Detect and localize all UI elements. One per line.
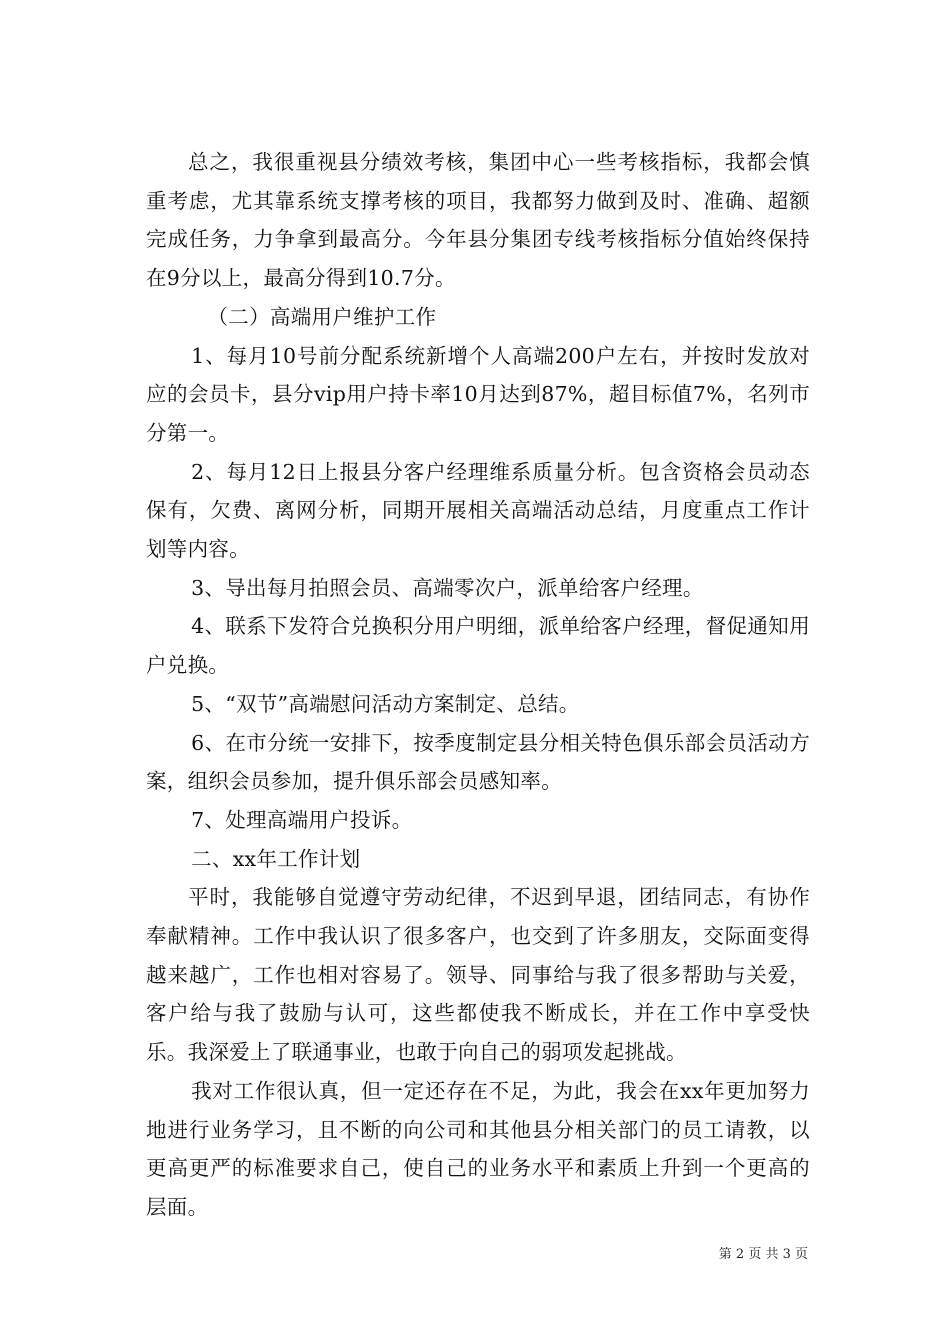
list-item: 1、每月10号前分配系统新增个人高端200户左右，并按时发放对应的会员卡，县分vip用户持卡率10月达到87%，超目标值7%，名列市分第一。 [146, 343, 810, 445]
section-heading-work-plan: 二、xx年工作计划 [191, 846, 361, 871]
list-item: 4、联系下发符合兑换积分用户明细，派单给客户经理，督促通知用户兑换。 [146, 614, 810, 678]
paragraph-summary: 总之，我很重视县分绩效考核，集团中心一些考核指标，我都会慎重考虑，尤其靠系统支撑考核的项目，我都努力做到及时、准确、超额完成任务，力争拿到最高分。今年县分集团专线考核指标分值始终保持在9分以上，最高分得到10.7分。 [146, 150, 810, 291]
document-body [146, 143, 810, 1227]
paragraph-work-attitude: 平时，我能够自觉遵守劳动纪律，不迟到早退，团结同志，有协作奉献精神。工作中我认识了很多客户，也交到了许多朋友，交际面变得越来越广，工作也相对容易了。领导、同事给与我了很多帮助与关爱，客户给与我了鼓励与认可，这些都使我不断成长，并在工作中享受快乐。我深爱上了联通事业，也敢于向自己的弱项发起挑战。 [146, 885, 810, 1065]
list-item: 2、每月12日上报县分客户经理维系质量分析。包含资格会员动态保有，欠费、离网分析，同期开展相关高端活动总结，月度重点工作计划等内容。 [146, 459, 810, 562]
page-number-footer: 第 2 页 共 3 页 [718, 1247, 808, 1262]
list-item: 6、在市分统一安排下，按季度制定县分相关特色俱乐部会员活动方案，组织会员参加，提升俱乐部会员感知率。 [146, 730, 810, 794]
section-heading-high-end-users: （二）高端用户维护工作 [207, 304, 437, 329]
paragraph-improvement-plan: 我对工作很认真，但一定还存在不足，为此，我会在xx年更加努力地进行业务学习，且不断的向公司和其他县分相关部门的员工请教，以更高更严的标准要求自己，使自己的业务水平和素质上升到一个更高的层面。 [146, 1078, 810, 1219]
list-item: 3、导出每月拍照会员、高端零次户，派单给客户经理。 [191, 575, 704, 600]
list-item: 5、“双节”高端慰问活动方案制定、总结。 [191, 691, 580, 716]
list-item: 7、处理高端用户投诉。 [191, 807, 413, 832]
